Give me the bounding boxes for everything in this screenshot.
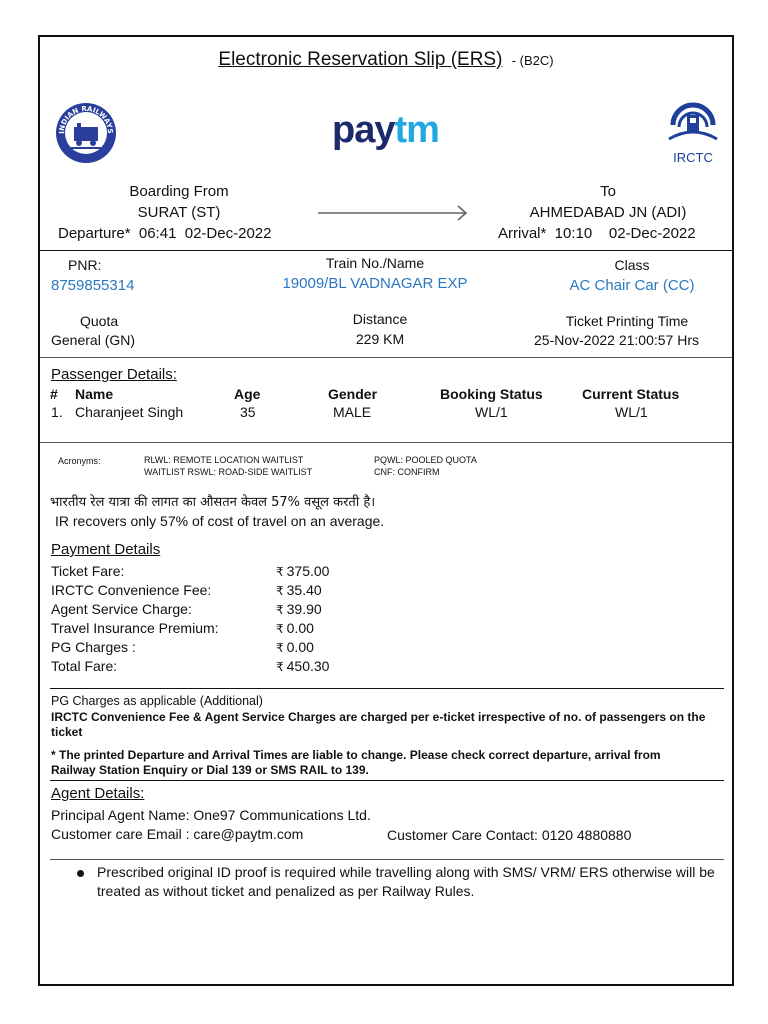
bullet-icon xyxy=(77,870,84,877)
header-age: Age xyxy=(234,386,261,402)
acronym-rswl: WAITLIST RSWL: ROAD-SIDE WAITLIST xyxy=(144,467,313,477)
header-number: # xyxy=(50,386,58,402)
divider xyxy=(50,688,724,689)
passenger-current-status: WL/1 xyxy=(615,404,648,420)
class-value: AC Chair Car (CC) xyxy=(569,277,695,294)
header-current-status: Current Status xyxy=(582,386,680,402)
id-note-line1: Prescribed original ID proof is required while travelling along with SMS/ VRM/ ERS otherwise will be xyxy=(97,864,715,880)
acronym-pqwl: PQWL: POOLED QUOTA xyxy=(374,455,477,465)
pnr-label: PNR: xyxy=(68,257,102,273)
notice-hindi: भारतीय रेल यात्रा की लागत का औसतन केवल 57% वसूल करती है। xyxy=(50,495,376,510)
payment-label: Ticket Fare: xyxy=(51,563,125,579)
rupee-icon: ₹ xyxy=(276,641,284,655)
rupee-icon: ₹ xyxy=(276,603,284,617)
printing-time: 25-Nov-2022 21:00:57 Hrs xyxy=(534,332,699,348)
acronym-rlwl: RLWL: REMOTE LOCATION WAITLIST xyxy=(144,455,304,465)
distance-label: Distance xyxy=(352,311,408,327)
reservation-slip xyxy=(38,35,734,986)
journey-arrow-icon xyxy=(318,203,470,228)
payment-amount: ₹ 0.00 xyxy=(276,639,314,655)
acronyms-label: Acronyms: xyxy=(58,456,101,466)
page-title xyxy=(40,49,732,71)
train-value: 19009/BL VADNAGAR EXP xyxy=(282,275,468,292)
pg-note: PG Charges as applicable (Additional) xyxy=(51,694,263,708)
printing-label: Ticket Printing Time xyxy=(565,313,689,329)
divider xyxy=(40,250,732,251)
rupee-icon: ₹ xyxy=(276,584,284,598)
payment-amount: ₹ 375.00 xyxy=(276,563,330,579)
passenger-booking-status: WL/1 xyxy=(475,404,508,420)
payment-amount: ₹ 39.90 xyxy=(276,601,322,617)
payment-label: Travel Insurance Premium: xyxy=(51,620,219,636)
to-station: AHMEDABAD JN (ADI) xyxy=(529,204,687,221)
convenience-note-line1: IRCTC Convenience Fee & Agent Service Charges are charged per e-ticket irrespective of no. of passengers on the xyxy=(51,710,706,724)
header-name: Name xyxy=(75,386,114,402)
rupee-icon: ₹ xyxy=(276,622,284,636)
header-booking-status: Booking Status xyxy=(440,386,543,402)
paytm-logo: paytm xyxy=(332,109,439,151)
divider xyxy=(40,357,732,358)
agent-section-title: Agent Details: xyxy=(51,785,145,802)
payment-amount: ₹ 450.30 xyxy=(276,658,330,674)
train-label: Train No./Name xyxy=(325,255,425,271)
title-subtitle: - (B2C) xyxy=(511,53,554,68)
quota-label: Quota xyxy=(80,313,119,329)
arrival-time: Arrival* 10:10 02-Dec-2022 xyxy=(498,225,696,242)
divider xyxy=(40,442,732,443)
acronym-cnf: CNF: CONFIRM xyxy=(374,467,440,477)
indian-railways-logo xyxy=(54,101,118,165)
payment-label: Agent Service Charge: xyxy=(51,601,192,617)
logo-text: INDIAN RAILWAYS xyxy=(57,104,115,135)
boarding-label: Boarding From xyxy=(129,183,229,200)
irctc-label: IRCTC xyxy=(673,150,713,165)
departure-time: Departure* 06:41 02-Dec-2022 xyxy=(58,225,272,242)
distance-value: 229 KM xyxy=(355,331,405,347)
convenience-note-line2: ticket xyxy=(51,725,83,739)
class-label: Class xyxy=(614,257,650,273)
notice-english: IR recovers only 57% of cost of travel on an average. xyxy=(55,513,385,529)
to-label: To xyxy=(600,183,616,200)
irctc-logo xyxy=(663,95,723,167)
agent-email: Customer care Email : care@paytm.com xyxy=(51,826,304,842)
passenger-number: 1. xyxy=(51,404,63,420)
payment-amount: ₹ 35.40 xyxy=(276,582,322,598)
times-note-line2: Railway Station Enquiry or Dial 139 or SMS RAIL to 139. xyxy=(51,763,369,777)
passenger-gender: MALE xyxy=(333,404,372,420)
passenger-name: Charanjeet Singh xyxy=(75,404,184,420)
boarding-station: SURAT (ST) xyxy=(137,204,221,221)
payment-label: PG Charges : xyxy=(51,639,136,655)
payment-section-title: Payment Details xyxy=(51,541,161,558)
rupee-icon: ₹ xyxy=(276,660,284,674)
quota-value: General (GN) xyxy=(51,332,136,348)
title-main: Electronic Reservation Slip (ERS) xyxy=(218,49,503,70)
payment-label: IRCTC Convenience Fee: xyxy=(51,582,212,598)
agent-contact: Customer Care Contact: 0120 4880880 xyxy=(387,827,632,843)
header-gender: Gender xyxy=(328,386,378,402)
rupee-icon: ₹ xyxy=(276,565,284,579)
passenger-section-title: Passenger Details: xyxy=(51,366,177,383)
times-note-line1: * The printed Departure and Arrival Times are liable to change. Please check correct departure, arrival from xyxy=(51,748,661,762)
divider xyxy=(50,780,724,781)
payment-label: Total Fare: xyxy=(51,658,118,674)
agent-principal: Principal Agent Name: One97 Communications Ltd. xyxy=(51,807,371,823)
divider xyxy=(50,859,724,860)
passenger-age: 35 xyxy=(240,404,256,420)
id-note-line2: treated as without ticket and penalized as per Railway Rules. xyxy=(97,883,475,899)
pnr-value: 8759855314 xyxy=(51,277,135,294)
payment-amount: ₹ 0.00 xyxy=(276,620,314,636)
